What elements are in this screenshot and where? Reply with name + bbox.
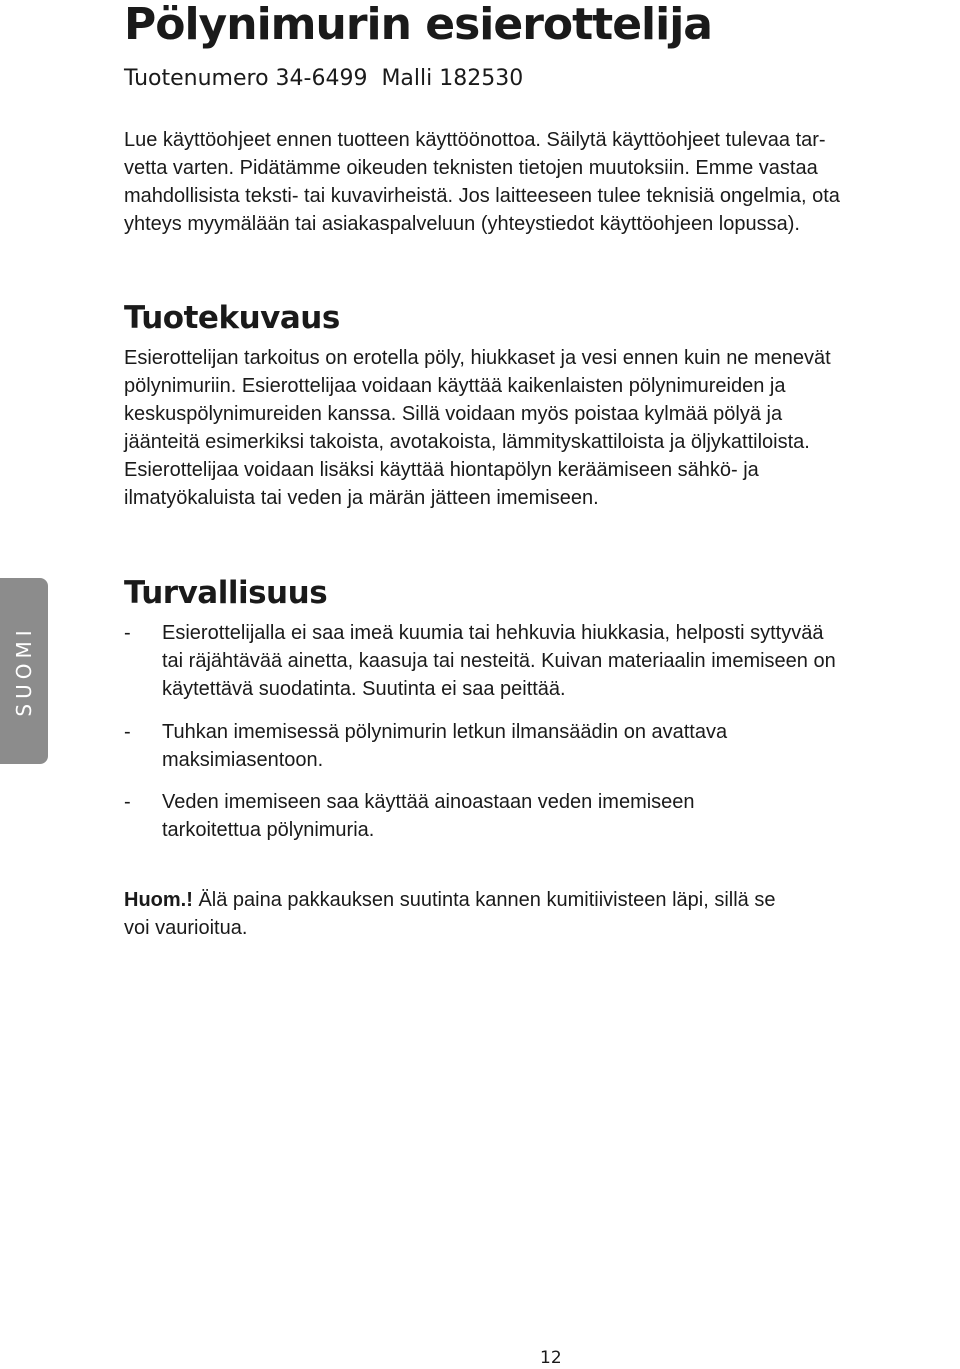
bullet-marker: - (124, 721, 131, 743)
language-tab (0, 578, 48, 764)
intro-line: mahdollisista teksti- tai kuvavirheistä. Jos laitteeseen tulee teknisiä ongelmia, ota (124, 185, 840, 207)
safety-line: tai räjähtävää ainetta, kaasuja tai nesteitä. Kuivan materiaalin imemiseen on (162, 650, 836, 672)
page-title: Pölynimurin esierottelija (124, 0, 712, 50)
section-heading-description: Tuotekuvaus (124, 300, 340, 336)
intro-line: Lue käyttöohjeet ennen tuotteen käyttöönottoa. Säilytä käyttöohjeet tulevaa tar- (124, 129, 826, 151)
model-number: Malli 182530 (381, 66, 524, 91)
section-heading-safety: Turvallisuus (124, 575, 328, 611)
description-line: jäänteitä esimerkiksi takoista, avotakoista, lämmityskattiloista ja öljykattiloista. (124, 431, 810, 453)
safety-line: käytettävä suodatinta. Suutinta ei saa peittää. (162, 678, 566, 700)
product-info (124, 64, 523, 94)
description-line: ilmatyökaluista tai veden ja märän jätteen imemiseen. (124, 487, 599, 509)
safety-item-text (162, 788, 695, 844)
note-line: voi vaurioitua. (124, 917, 248, 939)
bullet-marker: - (124, 791, 131, 813)
intro-line: vetta varten. Pidätämme oikeuden teknisten tietojen muutoksiin. Emme vastaa (124, 157, 818, 179)
intro-line: yhteys myymälään tai asiakaspalveluun (yhteystiedot käyttöohjeen lopussa). (124, 213, 800, 235)
description-line: pölynimuriin. Esierottelijaa voidaan käyttää kaikenlaisten pölynimureiden ja (124, 375, 786, 397)
page-number: 12 (540, 1348, 562, 1368)
safety-line: Esierottelijalla ei saa imeä kuumia tai hehkuvia hiukkasia, helposti syttyvää (162, 622, 824, 644)
safety-item-text (162, 619, 836, 703)
safety-line: Veden imemiseen saa käyttää ainoastaan veden imemiseen (162, 791, 695, 813)
bullet-marker: - (124, 622, 131, 644)
safety-line: tarkoitettua pölynimuria. (162, 819, 375, 841)
safety-line: Tuhkan imemisessä pölynimurin letkun ilmansäädin on avattava (162, 721, 728, 743)
note-label: Huom.! (124, 889, 193, 911)
safety-item-text (162, 718, 727, 774)
language-tab-label: SUOMI (12, 625, 36, 717)
note-text: Älä paina pakkauksen suutinta kannen kumitiivisteen läpi, sillä se (192, 889, 776, 911)
note (124, 886, 775, 942)
product-number: Tuotenumero 34-6499 (124, 66, 368, 91)
description-line: Esierottelijan tarkoitus on erotella pöly, hiukkaset ja vesi ennen kuin ne menevät (124, 347, 831, 369)
description-line: keskuspölynimureiden kanssa. Sillä voidaan myös poistaa kylmää pölyä ja (124, 403, 783, 425)
safety-line: maksimiasentoon. (162, 749, 324, 771)
note-line (124, 886, 775, 914)
description-paragraph (124, 344, 960, 512)
intro-paragraph (124, 126, 960, 238)
description-line: Esierottelijaa voidaan lisäksi käyttää hiontapölyn keräämiseen sähkö- ja (124, 459, 759, 481)
